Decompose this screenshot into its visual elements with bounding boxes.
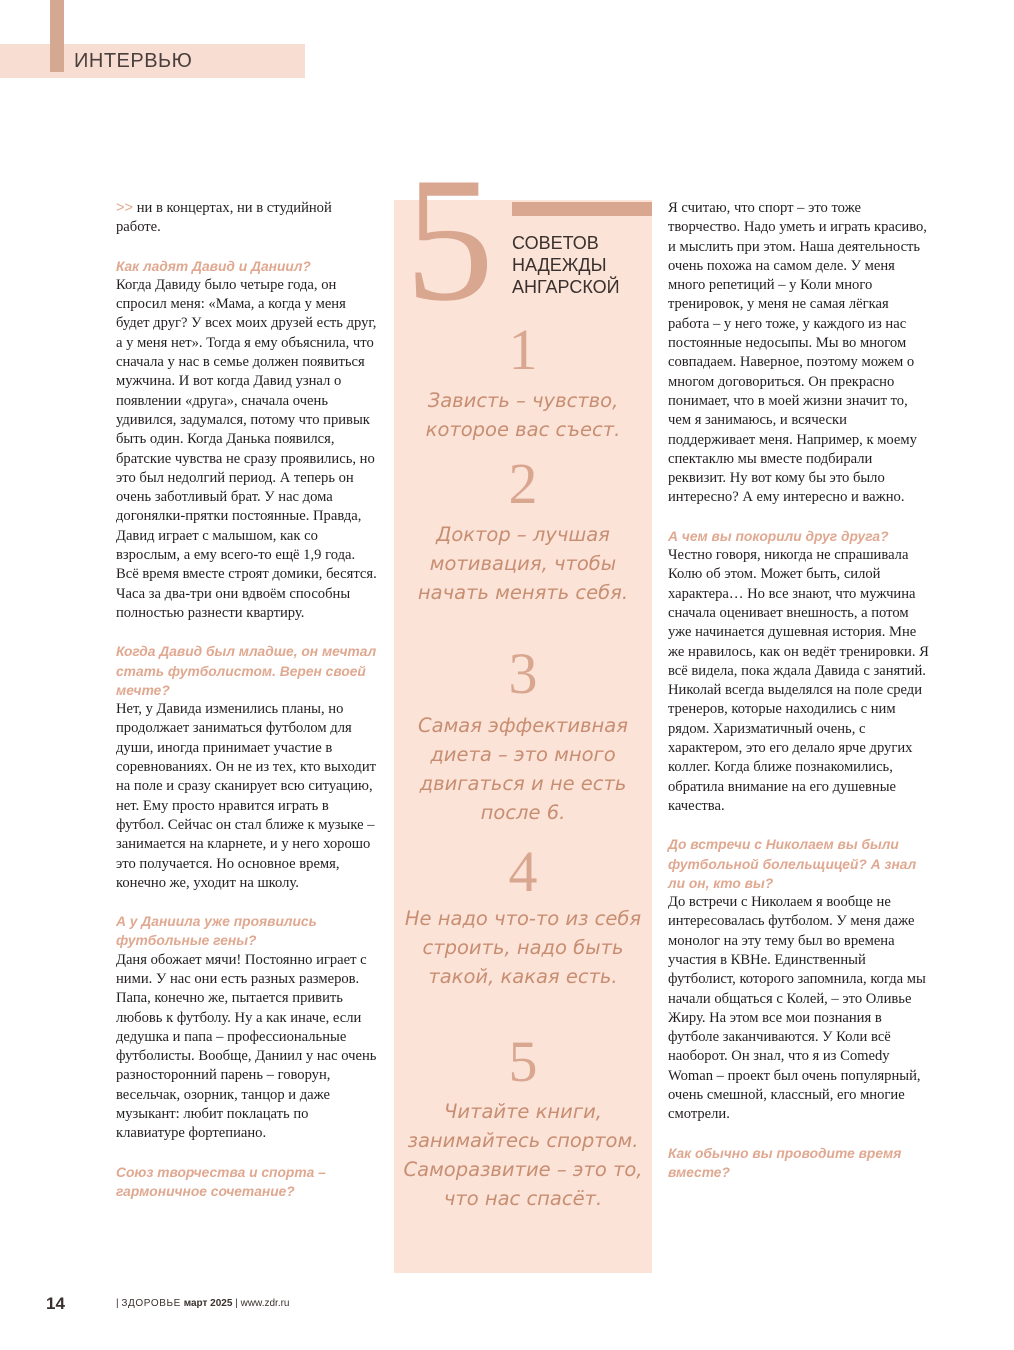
sidebar-title-line: АНГАРСКОЙ bbox=[512, 277, 620, 297]
sidebar-title-line: НАДЕЖДЫ bbox=[512, 255, 607, 275]
intro-paragraph bbox=[116, 199, 378, 238]
tip-text: Не надо что-то из себя строить, надо быть такой, какая есть. bbox=[404, 907, 642, 988]
section-header-accent bbox=[50, 0, 64, 72]
footer-meta: | ЗДОРОВЬЕ март 2025 | www.zdr.ru bbox=[116, 1298, 290, 1309]
answer-paragraph: Даня обожает мячи! Постоянно играет с ними. У нас они есть разных размеров. Папа, конечно же, пытается привить любовь к футболу. Ну а как иначе, если дедушка и папа – профессиональные футболисты. Вообще, Даниил у нас очень разносторонний парень – говорун, весельчак, озорник, танцор и даже музыкант: любит поклацать по клавиатуре фортепиано. bbox=[116, 951, 377, 1142]
tip-number: 3 bbox=[508, 641, 538, 706]
tip-text: Самая эффективная диета – это много двигаться и не есть после 6. bbox=[418, 714, 628, 824]
magazine-name: ЗДОРОВЬЕ bbox=[121, 1298, 181, 1309]
sidebar-title-line: СОВЕТОВ bbox=[512, 233, 599, 253]
tip-number: 1 bbox=[508, 317, 538, 382]
sidebar-rule bbox=[512, 202, 652, 216]
question-heading: А у Даниила уже проявились футбольные гены? bbox=[116, 914, 317, 949]
tip-number: 5 bbox=[508, 1029, 538, 1094]
question-heading: Как ладят Давид и Даниил? bbox=[116, 258, 311, 274]
tip-text: Доктор – лучшая мотивация, чтобы начать менять себя. bbox=[417, 523, 629, 604]
answer-paragraph: Честно говоря, никогда не спрашивала Колю об этом. Может быть, силой характера… Но все знают, что мужчина сначала оценивает внешность, а потом уже начинается душевная история. Мне же нравилось, как он ведёт тренировки. Я всё видела, пока ждала Давида с занятий. Николай всегда выделялся на поле среди тренеров, которые находились с ним рядом. Харизматичный очень, с характером, это его делало ярче других коллег. Когда ближе познакомились, обратила внимание на его душевные качества. bbox=[668, 547, 929, 814]
sidebar-title bbox=[512, 232, 652, 298]
website-link[interactable]: www.zdr.ru bbox=[240, 1298, 290, 1309]
question-heading: Как обычно вы проводите время вместе? bbox=[668, 1145, 902, 1180]
question-heading: Союз творчества и спорта – гармоничное сочетание? bbox=[116, 1164, 326, 1199]
left-column bbox=[116, 199, 378, 1201]
intro-text: ни в концертах, ни в студийной работе. bbox=[116, 200, 332, 236]
continue-mark-icon: >> bbox=[116, 200, 134, 216]
section-label: ИНТЕРВЬЮ bbox=[74, 50, 193, 72]
tip-text: Зависть – чувство, которое вас съест. bbox=[425, 389, 621, 441]
question-heading: А чем вы покорили друг друга? bbox=[668, 528, 889, 544]
right-column bbox=[668, 199, 930, 1182]
answer-paragraph: Нет, у Давида изменились планы, но продолжает заниматься футболом для души, иногда принимает участие в соревнованиях. Он не из тех, кто выходит на поле и сразу сканирует всю ситуацию, нет. Ему просто нравится играть в футбол. Сейчас он стал ближе к музыке – занимается на кларнете, и у него хорошо это получается. Но основное время, конечно же, уходит на школу. bbox=[116, 701, 377, 891]
page-number: 14 bbox=[46, 1294, 65, 1313]
question-heading: Когда Давид был младше, он мечтал стать футболистом. Верен своей мечте? bbox=[116, 644, 377, 698]
answer-paragraph: До встречи с Николаем я вообще не интересовалась футболом. У меня даже монолог на эту тему был во времена участия в КВНе. Единственный футболист, которого запомнила, когда мы начали общаться с Колей, – это Оливье Жиру. На этом все мои познания в футболе заканчиваются. У Коли всё наоборот. Он знал, что я из Comedy Woman – проект был очень популярный, очень смешной, классный, его многие смотрели. bbox=[668, 894, 926, 1123]
issue-date: март 2025 bbox=[183, 1298, 233, 1309]
sidebar-big-number: 5 bbox=[405, 140, 494, 338]
tip-number: 2 bbox=[508, 451, 538, 516]
answer-paragraph: Когда Давиду было четыре года, он спросил меня: «Мама, а когда у меня будет друг? У всех моих друзей есть друг, а у меня нет». Тогда я ему объяснила, что сначала у нас в семье должен появиться мужчина. И вот когда Давид узнал о появлении «друга», сначала очень удивился, задумался, потому что привык быть один. Когда Данька появился, братские чувства не сразу проявились, но это был недолгий период. А теперь он очень заботливый брат. У нас дома догонялки-прятки постоянные. Правда, Давид играет с малышом, как со взрослым, а ему всего-то ещё 1,9 года. Всё время вместе строят домики, бесятся. Часа за два-три они вдвоём способны полностью разнести квартиру. bbox=[116, 276, 377, 621]
tip-text: Читайте книги, занимайтесь спортом. Саморазвитие – это то, что нас спасёт. bbox=[403, 1100, 643, 1210]
intro-paragraph: Я считаю, что спорт – это тоже творчество. Надо уметь и играть красиво, и мыслить при этом. Наша деятельность очень похожа на самом деле. У меня много репетиций – у Коли много тренировок, у меня не самая лёгкая работа – у него тоже, у каждого из нас постоянные недосыпы. Мы во многом совпадаем. Наверное, поэтому можем о многом договориться. Он прекрасно понимает, что в моей жизни значит то, чем я занимаюсь, и всячески поддерживает меня. Например, к моему спектаклю мы вместе подбирали реквизит. Ну вот кому бы это было интересно? А ему интересно и важно. bbox=[668, 200, 927, 506]
question-heading: До встречи с Николаем вы были футбольной болельщицей? А знал ли он, кто вы? bbox=[668, 837, 917, 891]
tip-number: 4 bbox=[508, 839, 538, 904]
